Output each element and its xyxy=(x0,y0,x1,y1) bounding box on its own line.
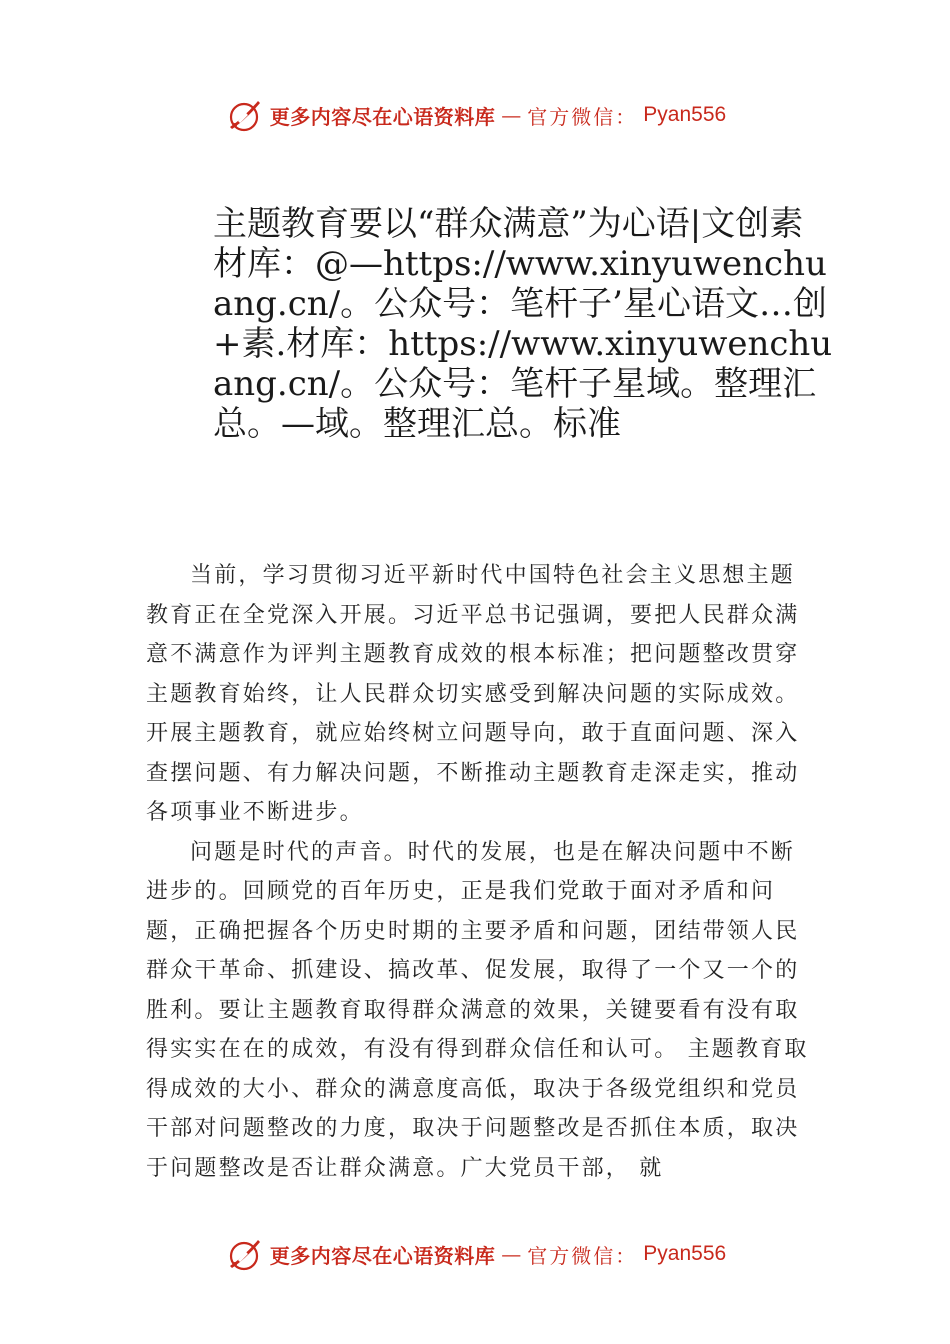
body-paragraph-1: 当前，学习贯彻习近平新时代中国特色社会主义思想主题教育正在全党深入开展。习近平总书记强调，要把人民群众满意不满意作为评判主题教育成效的根本标准；把问题整改贯穿主题教育始终，让人民群众切实感受到解决问题的实际成效。开展主题教育，就应始终树立问题导向，敢于直面问题、深入查摆问题、有力解决问题，不断推动主题教育走深走实，推动各项事业不断进步。 xyxy=(146,563,800,825)
document-body xyxy=(146,556,818,1188)
header-banner-text: 更多内容尽在心语资料库 xyxy=(269,104,496,129)
footer-banner xyxy=(0,1232,950,1276)
footer-banner-text: 更多内容尽在心语资料库 xyxy=(269,1243,496,1268)
header-wechat-label: 官方微信： xyxy=(527,104,638,129)
footer-wechat-id: Pyan556 xyxy=(643,1242,727,1265)
footer-banner-dash: — xyxy=(501,1242,522,1266)
footer-wechat-label: 官方微信： xyxy=(527,1243,638,1268)
pen-nib-logo-icon xyxy=(224,95,264,135)
footer-banner-content xyxy=(224,1234,726,1274)
document-title: 主题教育要以“群众满意”为心语|文创素材库：@—https://www.xinyuwenchuang.cn/。公众号：笔杆子’星心语文…创+素.材库：https://www.xinyuwenchuang.cn/。公众号：笔杆子星域。整理汇总。—域。整理汇总。标准 xyxy=(213,204,833,444)
header-wechat-id: Pyan556 xyxy=(643,103,727,126)
body-paragraph-2: 问题是时代的声音。时代的发展，也是在解决问题中不断进步的。回顾党的百年历史，正是我们党敢于面对矛盾和问题，正确把握各个历史时期的主要矛盾和问题，团结带领人民群众干革命、抓建设、搞改革、促发展，取得了一个又一个的胜利。要让主题教育取得群众满意的效果，关键要看有没有取得实实在在的成效，有没有得到群众信任和认可。 主题教育取得成效的大小、群众的满意度高低，取决于各级党组织和党员干部对问题整改的力度，取决于问题整改是否抓住本质，取决于问题整改是否让群众满意。广大党员干部， 就 xyxy=(146,839,809,1181)
header-banner xyxy=(0,93,950,137)
header-banner-dash: — xyxy=(501,103,522,127)
pen-nib-logo-icon xyxy=(224,1234,264,1274)
header-banner-content xyxy=(224,95,726,135)
